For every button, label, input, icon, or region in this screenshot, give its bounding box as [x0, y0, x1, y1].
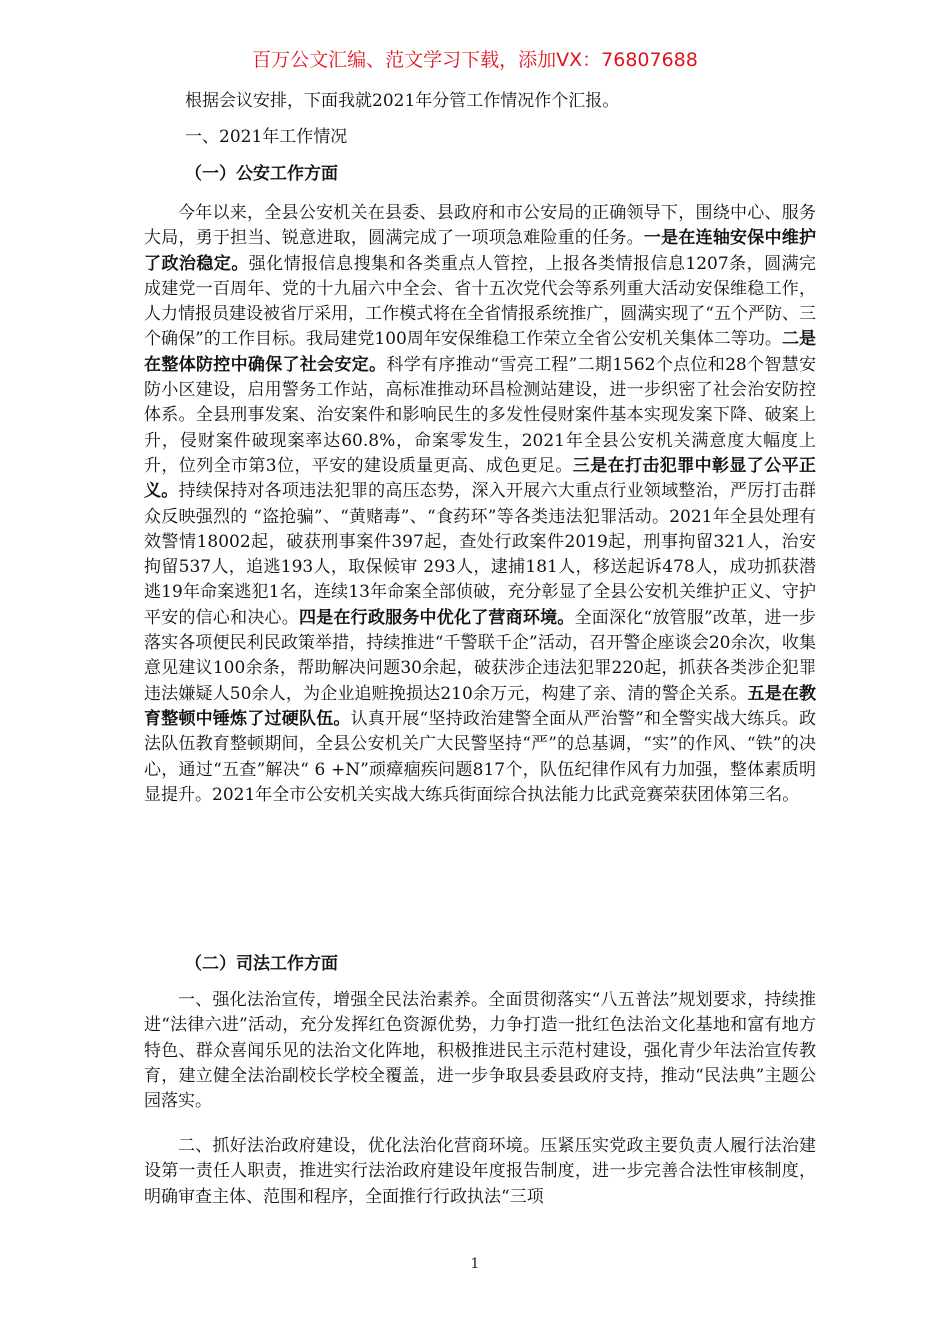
point-2-text: 科学有序推动“雪亮工程”二期1562个点位和28个智慧安防小区建设，启用警务工作站，高标准推动环昌检测站建设，进一步织密了社会治安防控体系。全县刑事发案、治安案件和影响民生的多发性侵财案件基本实现发案下降、破案上升，侵财案件破现案率达60.8%，命案零发生，2021年全县公安机关满意度大幅度上升，位列全市第3位，平安的建设质量更高、成色更足。 — [144, 354, 816, 476]
point-3-text: 持续保持对各项违法犯罪的高压态势，深入开展六大重点行业领域整治，严厉打击群众反映强烈的 “盗抢骗”、“黄赌毒”、“食药环”等各类违法犯罪活动。2021年全县处理有效警情18002起，破获刑事案件397起，查处行政案件2019起，刑事拘留321人，治安拘留537人，追逃193人，取保候审 293人，逮捕181人，移送起诉478人，成功抓获潜逃19年命案逃犯1名，连续13年命案全部侦破，充分彰显了全县公安机关维护正义、守护平安的信心和决心。 — [144, 481, 817, 628]
point-5-text: 认真开展“坚持政治建警全面从严治警”和全警实战大练兵。政法队伍教育整顿期间，全县公安机关广大民警坚持“严”的总基调，“实”的作风、“铁”的决心，通过“五查”解决“ 6 +N”顽瘴痼疾问题817个，队伍纪律作风有力加强，整体素质明显提升。2021年全市公安机关实战大练兵街面综合执法能力比武竞赛荣获团体第三名。 — [144, 708, 816, 805]
section-title-work-status: 一、2021年工作情况 — [185, 127, 348, 147]
intro-line: 根据会议安排，下面我就2021年分管工作情况作个汇报。 — [185, 91, 620, 111]
point-2-title: 二是在整体防控中确保了社会安定。 — [144, 329, 817, 375]
judicial-item-1: 一、强化法治宣传，增强全民法治素养。全面贯彻落实“八五普法”规划要求，持续推进“法律六进”活动，充分发挥红色资源优势，力争打造一批红色法治文化基地和富有地方特色、群众喜闻乐见的法治文化阵地，积极推进民主示范村建设，强化青少年法治宣传教育，建立健全法治副校长学校全覆盖，进一步争取县委县政府支持，推动“民法典”主题公园落实。 — [144, 990, 816, 1112]
point-1-title: 一是在连轴安保中维护了政治稳定。 — [144, 228, 817, 274]
point-4-title: 四是在行政服务中优化了营商环境。 — [299, 607, 575, 628]
point-4-text: 全面深化“放管服”改革，进一步落实各项便民利民政策举措，持续推进“千警联千企”活动，召开警企座谈会20余次，收集意见建议100余条，帮助解决问题30余起，破获涉企违法犯罪220起，抓获各类涉企犯罪违法嫌疑人50余人，为企业追赃挽损达210余万元，构建了亲、清的警企关系。 — [144, 607, 817, 704]
heading-judicial-work: （二）司法工作方面 — [185, 954, 338, 974]
page-number: 1 — [470, 1256, 480, 1272]
point-1-text: 强化情报信息搜集和各类重点人管控，上报各类情报信息1207条，圆满完成建党一百周年、党的十九届六中全会、省十五次党代会等系列重大活动安保维稳工作，人力情报员建设被省厅采用，工作模式将在全省情报系统推广，圆满实现了“五个严防、三个确保”的工作目标。我局建党100周年安保维稳工作荣立全省公安机关集体二等功。 — [144, 253, 817, 350]
judicial-item-2: 二、抓好法治政府建设，优化法治化营商环境。压紧压实党政主要负责人履行法治建设第一责任人职责，推进实行法治政府建设年度报告制度，进一步完善合法性审核制度，明确审查主体、范围和程序，全面推行行政执法“三项 — [144, 1136, 816, 1207]
police-opening: 今年以来，全县公安机关在县委、县政府和市公安局的正确领导下，围绕中心、服务大局，勇于担当、锐意进取，圆满完成了一项项急难险重的任务。 — [144, 203, 816, 249]
heading-police-work: （一）公安工作方面 — [185, 164, 338, 184]
point-3-title: 三是在打击犯罪中彰显了公平正义。 — [144, 455, 816, 502]
police-work-paragraph — [144, 201, 816, 808]
point-5-title: 五是在教育整顿中锤炼了过硬队伍。 — [144, 683, 817, 729]
download-banner: 百万公文汇编、范文学习下载，添加VX：76807688 — [252, 49, 698, 71]
